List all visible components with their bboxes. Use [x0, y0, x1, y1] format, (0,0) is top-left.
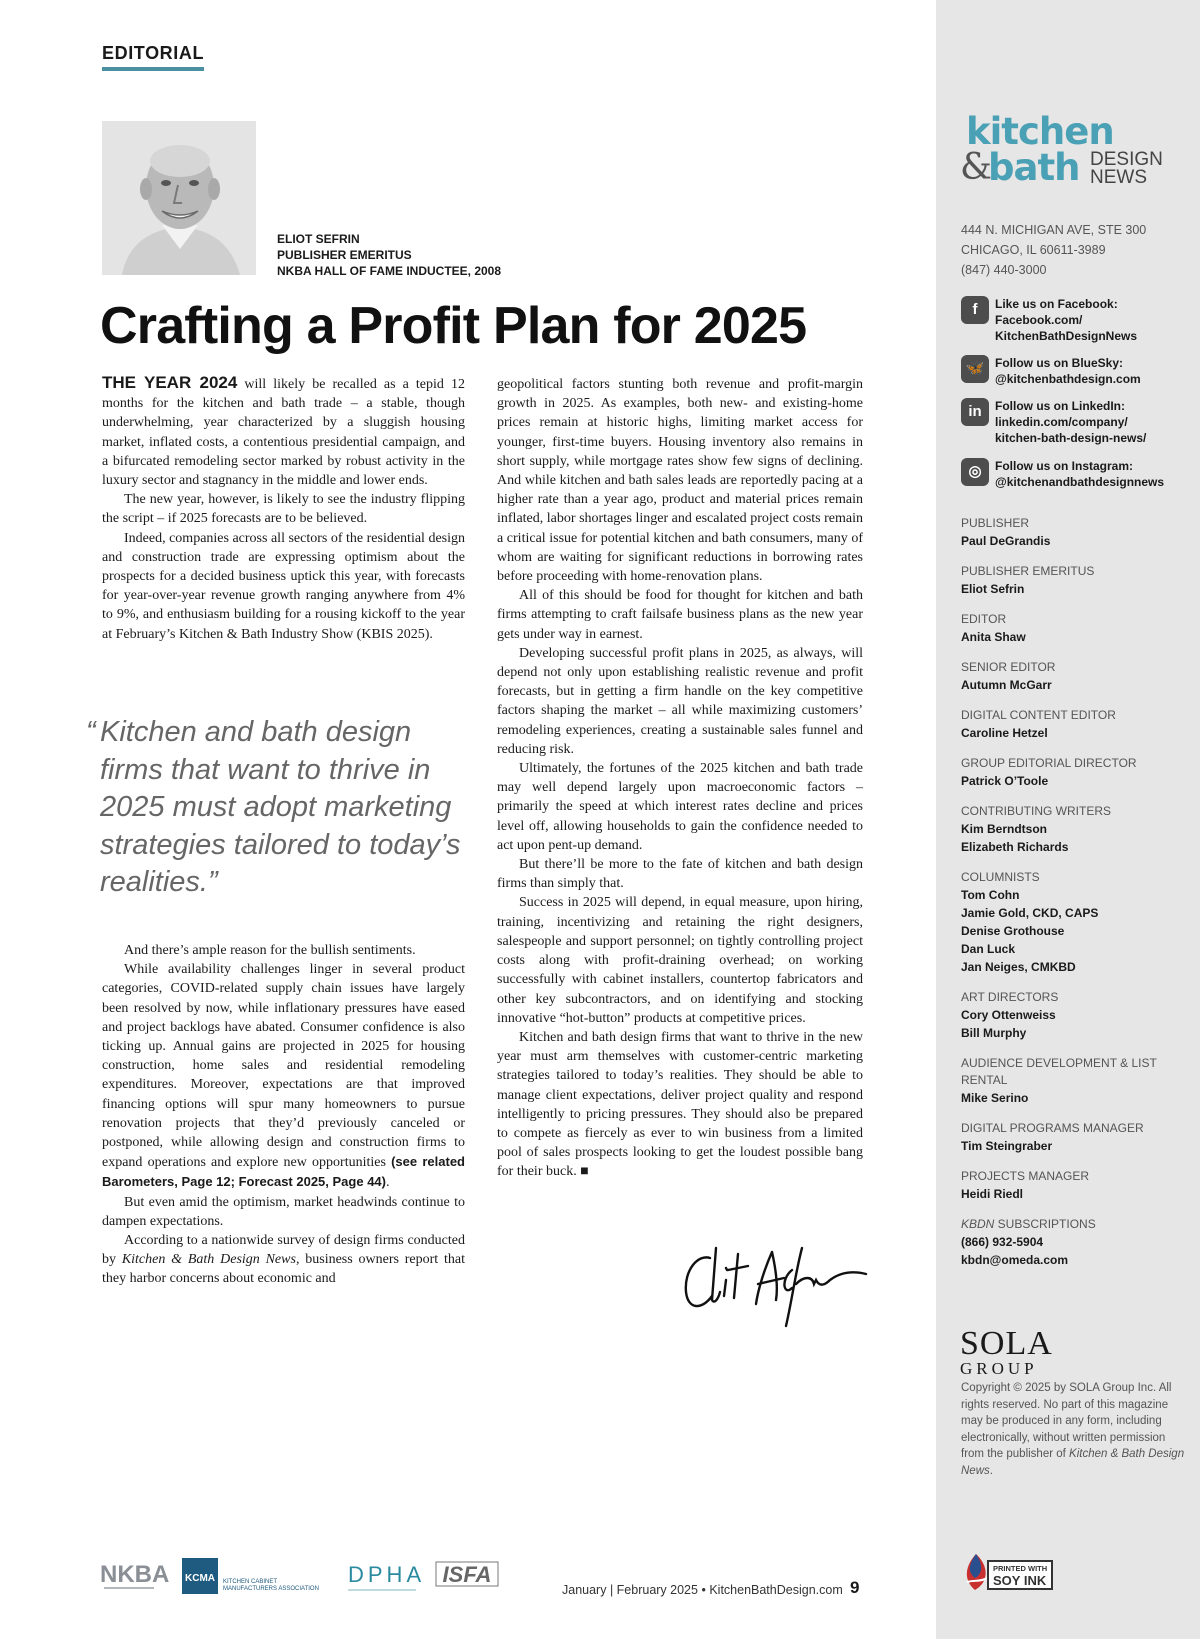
- staff-name: Elizabeth Richards: [961, 840, 1069, 854]
- staff-role: KBDN SUBSCRIPTIONS: [961, 1217, 1096, 1231]
- staff-role: AUDIENCE DEVELOPMENT & LIST RENTAL: [961, 1056, 1157, 1087]
- social-instagram[interactable]: ◎ Follow us on Instagram: @kitchenandbathdesignnews: [961, 458, 1191, 492]
- staff-name: Jan Neiges, CMKBD: [961, 960, 1076, 974]
- section-underline: [102, 67, 204, 71]
- article-paragraph: All of this should be food for thought for kitchen and bath firms attempting to craft failsafe business plans as the new year gets under way in earnest.: [497, 588, 863, 642]
- author-honor: NKBA HALL OF FAME INDUCTEE, 2008: [277, 264, 502, 278]
- staff-name: Cory Ottenweiss: [961, 1008, 1056, 1022]
- staff-role: EDITOR: [961, 612, 1007, 626]
- svg-text:KITCHEN CABINET: KITCHEN CABINET: [223, 1579, 278, 1585]
- article-paragraph: Success in 2025 will depend, in equal measure, upon hiring, training, incentivizing and retaining the right designers, salespeople and support personnel; on tightly controlling project costs along with profit-draining overhead; on working successfully with cabinet installers, countertop fabricators and other key subcontractors, and on identifying and stocking innovative “hot-button” products at competitive prices.: [497, 895, 863, 1026]
- article-paragraph: While availability challenges linger in several product categories, COVID-related supply chain issues have largely been resolved by now, while inflationary pressures have eased and project backlogs have abated. Consumer confidence is also ticking up. Annual gains are projected in 2025 for housing construction, home sales and residential remodeling expenditures. Moreover, expectations are that improved financing options will spur many homeowners to pursue renovation projects that they’d previously canceled or postponed, while allowing design and construction firms to expand operations and explore new opportunities (see related Barometers, Page 12; Forecast 2025, Page 44).: [102, 962, 465, 1191]
- article-lead-in: THE YEAR 2024: [102, 373, 238, 392]
- svg-text:NKBA: NKBA: [100, 1561, 170, 1588]
- staff-role: PUBLISHER: [961, 516, 1030, 530]
- article-paragraph: The new year, however, is likely to see the industry flipping the script – if 2025 forecasts are to be believed.: [102, 492, 465, 527]
- article-headline: Crafting a Profit Plan for 2025: [100, 297, 807, 355]
- article-paragraph: THE YEAR 2024 will likely be recalled as a tepid 12 months for the kitchen and bath trade – a stable, though underwhelming, year characterized by a sluggish housing market, inflated costs, a contentious presidential campaign, and a bifurcated remodeling sector marked by robust activity in the luxury sector and stagnancy in the middle and lower ends.: [102, 373, 465, 489]
- svg-text:KCMA: KCMA: [185, 1573, 215, 1584]
- staff-name: Mike Serino: [961, 1091, 1029, 1105]
- copyright-notice: Copyright © 2025 by SOLA Group Inc. All rights reserved. No part of this magazine may be produced in any form, including electronically, without written permission from the publisher of Kitchen & Bath Design News.: [961, 1382, 1185, 1477]
- facebook-icon: f: [961, 296, 989, 324]
- website-link[interactable]: KitchenBathDesign.com: [709, 1583, 843, 1597]
- staff-role: ART DIRECTORS: [961, 990, 1059, 1004]
- staff-name: Patrick O’Toole: [961, 774, 1049, 788]
- staff-role: SENIOR EDITOR: [961, 660, 1056, 674]
- staff-name: Tim Steingraber: [961, 1139, 1053, 1153]
- staff-name: Caroline Hetzel: [961, 726, 1048, 740]
- author-name: ELIOT SEFRIN: [277, 232, 360, 246]
- staff-name: Kim Berndtson: [961, 822, 1048, 836]
- author-portrait: [102, 121, 256, 275]
- svg-text:ISFA: ISFA: [442, 1562, 492, 1587]
- footer-folio: [562, 1583, 843, 1597]
- kbdn-logo: kitchen & bath DESIGN NEWS: [960, 110, 1163, 189]
- staff-role: DIGITAL PROGRAMS MANAGER: [961, 1121, 1144, 1135]
- folio-bullet: •: [701, 1583, 706, 1597]
- social-linkedin[interactable]: in Follow us on LinkedIn: linkedin.com/company/ kitchen-bath-design-news/: [961, 398, 1191, 448]
- author-signature: [680, 1240, 870, 1330]
- article-column-2: [497, 375, 863, 1182]
- staff-role: CONTRIBUTING WRITERS: [961, 804, 1111, 818]
- svg-text:DPHA: DPHA: [348, 1562, 426, 1587]
- soy-ink-badge: PRINTED WITH SOY INK: [961, 1550, 1055, 1594]
- address-line: 444 N. MICHIGAN AVE, STE 300: [961, 223, 1147, 237]
- staff-name: Eliot Sefrin: [961, 582, 1025, 596]
- linkedin-icon: in: [961, 398, 989, 426]
- address-line: CHICAGO, IL 60611-3989: [961, 243, 1106, 257]
- kcma-logo: [182, 1558, 319, 1594]
- article-paragraph: Ultimately, the fortunes of the 2025 kitchen and bath trade may well depend largely upon macroeconomic factors – primarily the speed at which interest rates decline and prices level off, allowing households to gain the confidence needed to act upon pent-up demand.: [497, 761, 863, 853]
- sola-group-logo: SOLA GROUP: [960, 1325, 1053, 1378]
- social-bluesky[interactable]: 🦋 Follow us on BlueSky: @kitchenbathdesign.com: [961, 355, 1191, 389]
- association-logos: [100, 1556, 510, 1596]
- article-paragraph: And there’s ample reason for the bullish sentiments.: [124, 943, 416, 958]
- article-column-1-top: [102, 373, 465, 644]
- staff-role: COLUMNISTS: [961, 870, 1040, 884]
- svg-text:MANUFACTURERS ASSOCIATION: MANUFACTURERS ASSOCIATION: [223, 1586, 319, 1592]
- instagram-icon: ◎: [961, 458, 989, 486]
- article-paragraph: geopolitical factors stunting both revenue and profit-margin growth in 2025. As examples, both new- and existing-home prices remain at historic highs, limiting market access for younger, first-time buyers. Housing inventory also remains in short supply, while mortgage rates show few signs of declining. And while kitchen and bath sales leads are reportedly pacing at a higher rate than a year ago, product and material prices remain inflated, labor shortages linger and escalated project costs remain a critical issue for potential kitchen and bath consumers, many of whom are waiting for significant reductions in borrowing rates before proceeding with home-renovation plans.: [497, 377, 863, 585]
- staff-name: Autumn McGarr: [961, 678, 1052, 692]
- article-column-1-bottom: [102, 941, 465, 1289]
- social-facebook[interactable]: f Like us on Facebook: Facebook.com/ KitchenBathDesignNews: [961, 296, 1191, 346]
- article-paragraph: According to a nationwide survey of design firms conducted by Kitchen & Bath Design News, business owners report that they harbor concerns about economic and: [102, 1233, 465, 1287]
- magazine-title: Kitchen & Bath Design News: [961, 1448, 1185, 1477]
- staff-role: PUBLISHER EMERITUS: [961, 564, 1095, 578]
- author-byline: [277, 231, 501, 279]
- staff-name: Jamie Gold, CKD, CAPS: [961, 906, 1099, 920]
- staff-name: Bill Murphy: [961, 1026, 1027, 1040]
- section-label: EDITORIAL: [102, 43, 205, 63]
- subscriptions-phone: (866) 932-5904: [961, 1235, 1044, 1249]
- nkba-logo: [100, 1561, 169, 1588]
- author-title: PUBLISHER EMERITUS: [277, 248, 412, 262]
- magazine-title: Kitchen & Bath Design News: [121, 1252, 296, 1268]
- staff-role: DIGITAL CONTENT EDITOR: [961, 708, 1116, 722]
- staff-name: Tom Cohn: [961, 888, 1020, 902]
- article-paragraph: Developing successful profit plans in 2025, as always, will depend not only upon establishing realistic revenue and profit forecasts, but in getting a firm handle on the key competitive factors shaping the market – all while maximizing customers’ remodeling experiences, creating a sustainable sales funnel and reducing risk.: [497, 645, 863, 757]
- staff-name: Heidi Riedl: [961, 1187, 1024, 1201]
- staff-role: PROJECTS MANAGER: [961, 1169, 1090, 1183]
- staff-name: Dan Luck: [961, 942, 1016, 956]
- issue-date: January | February 2025: [562, 1583, 698, 1597]
- article-paragraph: But there’ll be more to the fate of kitchen and bath design firms than simply that.: [497, 857, 863, 892]
- article-paragraph: Kitchen and bath design firms that want to thrive in the new year must arm themselves with customer-centric marketing strategies tailored to today’s realities. They should be able to manage client expectations, deliver project quality and respond intelligently to pricing pressures. They should also be prepared to compete as fiercely as ever to win business from a limited pool of sales prospects looking to get the loudest possible bang for their buck. ■: [497, 1029, 863, 1180]
- staff-role: GROUP EDITORIAL DIRECTOR: [961, 756, 1137, 770]
- dpha-logo: [348, 1562, 425, 1590]
- staff-directory: [961, 515, 1191, 1269]
- article-paragraph: Indeed, companies across all sectors of the residential design and construction trade are expressing optimism about the prospects for a decided business uptick this year, with forecasts for year-over-year revenue growth ranging anywhere from 4% to 9%, and enthusiasm building for a rousing kickoff to the year at February’s Kitchen & Bath Industry Show (KBIS 2025).: [102, 530, 465, 642]
- phone-number: (847) 440-3000: [961, 263, 1047, 277]
- pull-quote-text: Kitchen and bath design firms that want to thrive in 2025 must adopt marketing strategies tailored to today’s realities.”: [100, 716, 461, 898]
- page-number: 9: [850, 1578, 860, 1597]
- masthead-sidebar: [936, 0, 1200, 1639]
- pull-quote-mark: “: [86, 716, 96, 748]
- subscriptions-email[interactable]: kbdn@omeda.com: [961, 1253, 1069, 1267]
- staff-name: Denise Grothouse: [961, 924, 1065, 938]
- cross-reference: (see related Barometers, Page 12; Forecast 2025, Page 44): [102, 1154, 465, 1190]
- staff-name: Anita Shaw: [961, 630, 1026, 644]
- staff-name: Paul DeGrandis: [961, 534, 1051, 548]
- butterfly-icon: 🦋: [961, 355, 989, 383]
- isfa-logo: [436, 1562, 498, 1587]
- article-paragraph: But even amid the optimism, market headwinds continue to dampen expectations.: [102, 1194, 465, 1229]
- publisher-address: [961, 220, 1146, 280]
